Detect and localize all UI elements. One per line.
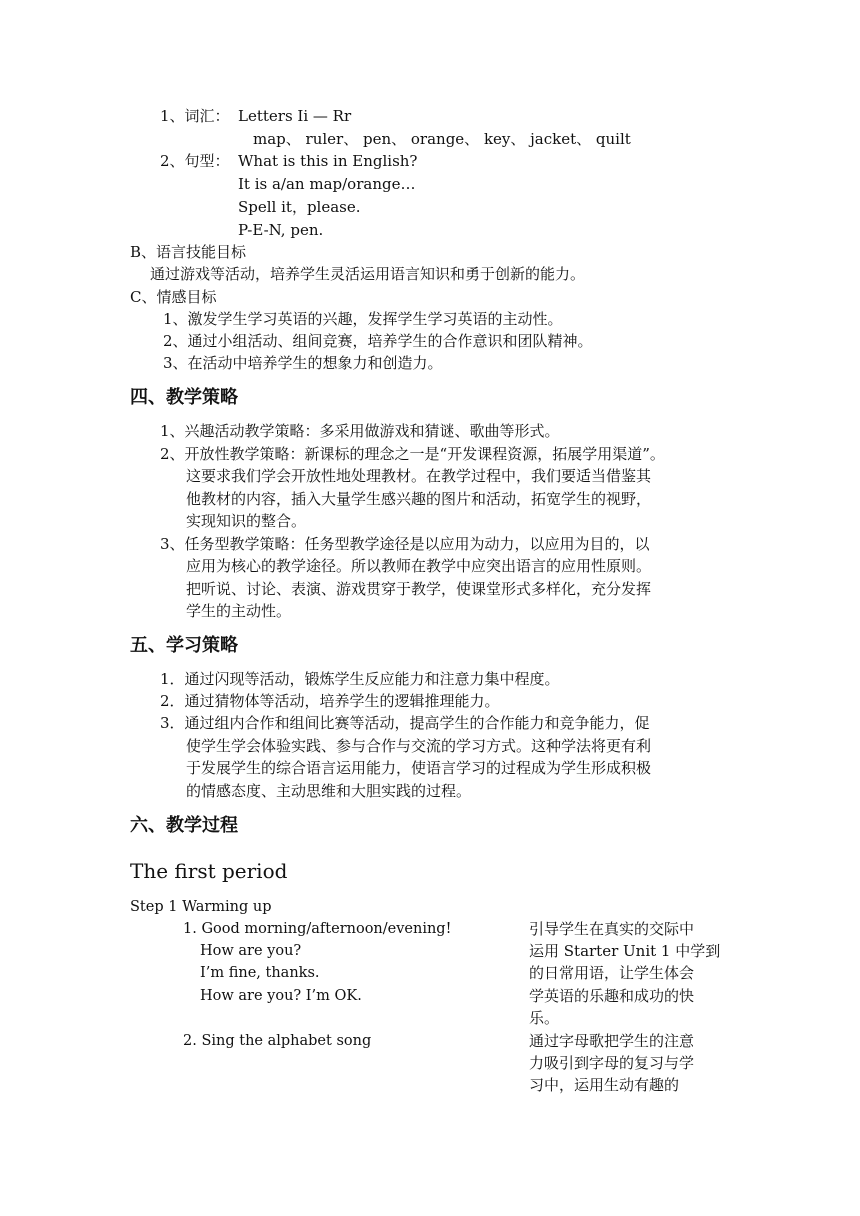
- study-line: 2．通过猜物体等活动，培养学生的逻辑推理能力。: [160, 692, 500, 710]
- note-line: 力吸引到字母的复习与学: [529, 1054, 695, 1072]
- note-line: 乐。: [529, 1009, 560, 1027]
- sentence-line: Spell it，please.: [238, 198, 361, 216]
- skills-text: 通过游戏等活动，培养学生灵活运用语言知识和勇于创新的能力。: [150, 265, 586, 283]
- strategy-line: 3、任务型教学策略：任务型教学途径是以应用为动力，以应用为目的，以: [160, 535, 650, 553]
- note-line: 学英语的乐趣和成功的快: [529, 987, 695, 1005]
- warmup-line: How are you? I’m OK.: [200, 988, 362, 1004]
- strategy-line: 1、兴趣活动教学策略：多采用做游戏和猜谜、歌曲等形式。: [160, 422, 560, 440]
- affect-title: C、情感目标: [130, 288, 217, 306]
- step-title: Step 1 Warming up: [130, 899, 272, 915]
- warmup-line: 1. Good morning/afternoon/evening!: [183, 921, 452, 937]
- sentence-line: It is a/an map/orange…: [238, 175, 416, 193]
- study-line: 1．通过闪现等活动，锻炼学生反应能力和注意力集中程度。: [160, 670, 560, 688]
- affect-item: 3、在活动中培养学生的想象力和创造力。: [163, 354, 443, 372]
- vocab-words: map、 ruler、 pen、 orange、 key、 jacket、 quilt: [253, 130, 631, 148]
- sentence-line: P-E-N, pen.: [238, 221, 324, 239]
- sentence-label: 2、句型：: [160, 152, 230, 170]
- period-title: The first period: [130, 859, 288, 883]
- study-line: 3．通过组内合作和组间比赛等活动，提高学生的合作能力和竞争能力，促: [160, 714, 650, 732]
- note-line: 的日常用语，让学生体会: [529, 964, 695, 982]
- study-line: 的情感态度、主动思维和大胆实践的过程。: [186, 782, 472, 800]
- affect-item: 1、激发学生学习英语的兴趣，发挥学生学习英语的主动性。: [163, 310, 563, 328]
- strategy-line: 应用为核心的教学途径。所以教师在教学中应突出语言的应用性原则。: [186, 557, 652, 575]
- strategy-line: 学生的主动性。: [186, 602, 292, 620]
- note-line: 运用 Starter Unit 1 中学到: [529, 942, 721, 960]
- affect-item: 2、通过小组活动、组间竞赛，培养学生的合作意识和团队精神。: [163, 332, 593, 350]
- strategy-line: 把听说、讨论、表演、游戏贯穿于教学，使课堂形式多样化，充分发挥: [186, 580, 652, 598]
- warmup-line: I’m fine, thanks.: [200, 965, 320, 981]
- note-line: 通过字母歌把学生的注意: [529, 1032, 695, 1050]
- strategy-line: 他教材的内容，插入大量学生感兴趣的图片和活动，拓宽学生的视野，: [186, 490, 652, 508]
- warmup-line: 2. Sing the alphabet song: [183, 1033, 372, 1049]
- strategy-line: 2、开放性教学策略：新课标的理念之一是“开发课程资源，拓展学用渠道”。: [160, 445, 665, 463]
- strategy-line: 这要求我们学会开放性地处理教材。在教学过程中，我们要适当借鉴其: [186, 467, 652, 485]
- vocab-letters: Letters Ii — Rr: [238, 107, 352, 125]
- warmup-line: How are you?: [200, 943, 302, 959]
- study-line: 于发展学生的综合语言运用能力，使语言学习的过程成为学生形成积极: [186, 759, 652, 777]
- vocab-label: 1、词汇：: [160, 107, 230, 125]
- section-heading: 六、教学过程: [130, 815, 238, 836]
- section-heading: 五、学习策略: [130, 635, 238, 656]
- sentence-line: What is this in English?: [238, 152, 418, 170]
- note-line: 习中，运用生动有趣的: [529, 1076, 680, 1094]
- skills-title: B、语言技能目标: [130, 243, 247, 261]
- section-heading: 四、教学策略: [130, 387, 238, 408]
- strategy-line: 实现知识的整合。: [186, 512, 307, 530]
- study-line: 使学生学会体验实践、参与合作与交流的学习方式。这种学法将更有利: [186, 737, 652, 755]
- note-line: 引导学生在真实的交际中: [529, 920, 695, 938]
